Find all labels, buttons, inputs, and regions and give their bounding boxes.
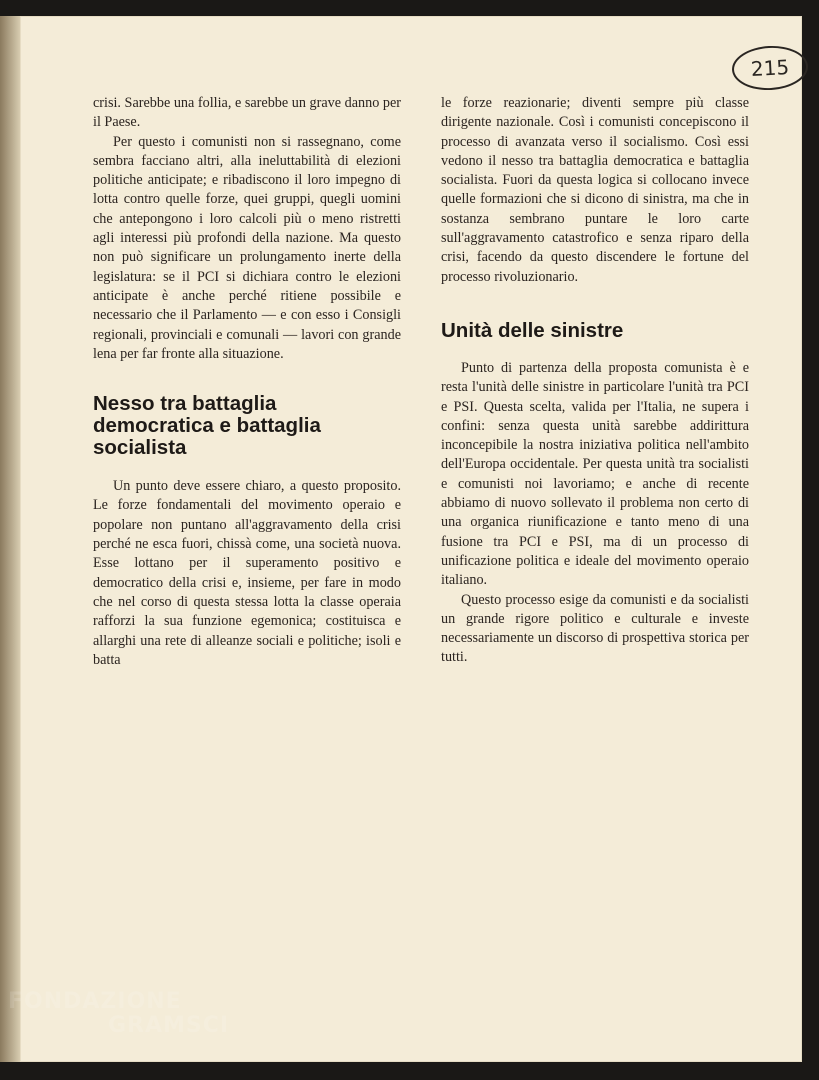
archive-watermark bbox=[8, 990, 229, 1038]
page-number-stamp: 215 bbox=[731, 44, 809, 92]
section-heading-unita: Unità delle sinistre bbox=[441, 318, 624, 342]
right-paragraph-2: Punto di partenza della proposta comunista è e resta l'unità delle sinistre in particolare l'unità tra PCI e PSI. Questa scelta, valida per l'Italia, ne supera i confini: senza questa unità sarebbe addirittura inconcepibile la nostra iniziativa politica nell'ambito dell'Europa occidentale. Per questa unità tra socialisti e comunisti noi lavoriamo; e anche di recente abbiamo di nuovo sollevato il problema non certo di una organica riunificazione e tanto meno di una fusione tra PCI e PSI, ma di un processo di unificazione politica e ideale del movimento operaio italiano. bbox=[441, 359, 749, 589]
watermark-line-1: FONDAZIONE bbox=[8, 989, 182, 1014]
left-paragraph-3: Un punto deve essere chiaro, a questo proposito. Le forze fondamentali del movimento operaio e popolare non puntano all'aggravamento della crisi perché ne esca fuori, chissà come, una società nuova. Esse lottano per il superamento positivo e democratico della crisi e, insieme, per fare in modo che nel corso di questa stessa lotta la classe operaia rafforzi la sua funzione egemonica; costituisca e allarghi una rete di alleanze sociali e politiche; isoli e batta bbox=[93, 478, 401, 668]
watermark-line-2: GRAMSCI bbox=[108, 1013, 230, 1038]
document-page bbox=[20, 16, 802, 1062]
left-column bbox=[93, 94, 401, 670]
left-paragraph-2: Per questo i comunisti non si rassegnano, come sembra facciano altri, alla ineluttabilità di elezioni politiche anticipate; e ribadiscono il loro impegno di lotta contro quelle forze, quei gruppi, quegli uomini che antepongono i loro calcoli più o meno ristretti agli interessi più profondi della nazione. Ma questo non può significare un prolungamento inerte della legislatura: se il PCI si dichiara contro le elezioni anticipate è anche perché ritiene possibile e necessario che il Parlamento — e con esso i Consigli regionali, provinciali e comunali — lavori con grande lena per far fronte alla situazione. bbox=[93, 133, 401, 362]
section-heading-nesso: Nesso tra battaglia democratica e battaglia socialista bbox=[93, 392, 321, 460]
right-column bbox=[441, 94, 749, 668]
binding-edge bbox=[0, 16, 20, 1062]
left-paragraph-1: crisi. Sarebbe una follia, e sarebbe un grave danno per il Paese. bbox=[93, 95, 401, 131]
right-paragraph-1: le forze reazionarie; diventi sempre più classe dirigente nazionale. Così i comunisti concepiscono il processo di avanzata verso il socialismo. Così essi vedono il nesso tra battaglia democratica e battaglia socialista. Fuori da questa logica si collocano invece quelle formazioni che si dicono di sinistra, ma che in sostanza sembrano puntare le loro carte sull'aggravamento catastrofico e senza riparo della crisi, facendo da questo discendere le fortune del processo rivoluzionario. bbox=[441, 95, 749, 285]
right-paragraph-3: Questo processo esige da comunisti e da socialisti un grande rigore politico e culturale e investe necessariamente un discorso di prospettiva storica per tutti. bbox=[441, 591, 749, 666]
